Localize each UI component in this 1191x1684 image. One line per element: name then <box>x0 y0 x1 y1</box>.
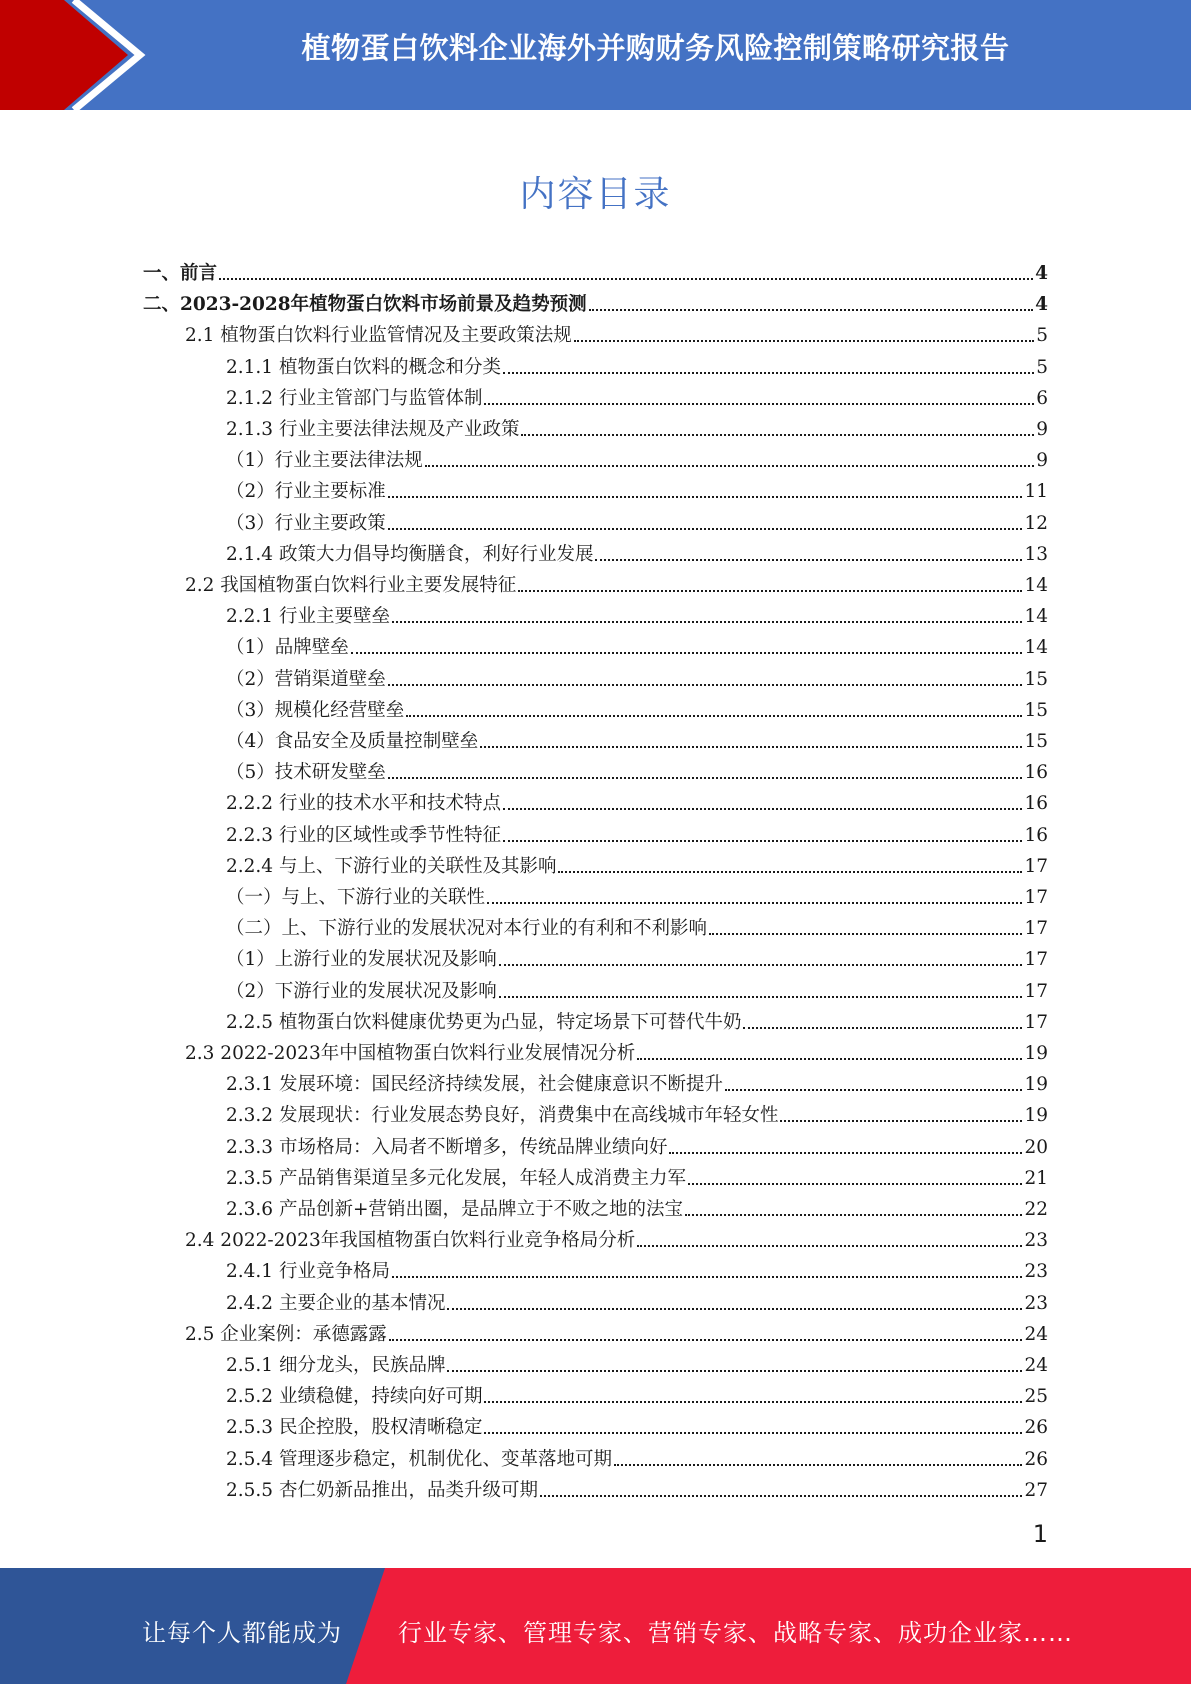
toc-entry-page: 17 <box>1024 918 1048 940</box>
toc-entry[interactable] <box>226 722 1048 753</box>
toc-entry-title: 2.3 2022-2023年中国植物蛋白饮料行业发展情况分析 <box>185 1043 636 1064</box>
toc-entry-title: 2.2.5 植物蛋白饮料健康优势更为凸显，特定场景下可替代牛奶 <box>226 1011 742 1033</box>
toc-dot-leader <box>637 1245 1022 1247</box>
toc-entry-page: 27 <box>1024 1479 1048 1501</box>
toc-entry-title: 2.5.4 管理逐步稳定，机制优化、变革落地可期 <box>226 1448 612 1470</box>
toc-entry[interactable] <box>226 1346 1048 1377</box>
toc-entry-page: 17 <box>1024 1011 1048 1033</box>
toc-entry-page: 6 <box>1036 387 1048 409</box>
toc-dot-leader <box>480 746 1022 748</box>
toc-entry-page: 17 <box>1024 855 1048 877</box>
toc-dot-leader <box>447 1308 1022 1310</box>
toc-entry-page: 20 <box>1024 1136 1048 1158</box>
toc-entry[interactable] <box>185 566 1048 597</box>
toc-dot-leader <box>518 590 1022 592</box>
toc-entry-title: 2.5 企业案例：承德露露 <box>185 1323 387 1345</box>
toc-entry[interactable] <box>226 847 1048 878</box>
toc-entry-title: 2.1.3 行业主要法律法规及产业政策 <box>226 419 520 440</box>
toc-dot-leader <box>499 964 1023 966</box>
toc-dot-leader <box>709 933 1022 935</box>
toc-dot-leader <box>688 1183 1022 1185</box>
toc-entry[interactable] <box>226 972 1048 1003</box>
toc-entry-title: 2.3.3 市场格局：入局者不断增多，传统品牌业绩向好 <box>226 1136 668 1158</box>
toc-entry-title: （1）品牌壁垒 <box>226 637 349 659</box>
report-title: 植物蛋白饮料企业海外并购财务风险控制策略研究报告 <box>301 31 1010 65</box>
toc-entry-page: 23 <box>1024 1261 1048 1283</box>
toc-entry[interactable] <box>226 753 1048 784</box>
toc-entry-page: 14 <box>1024 606 1048 628</box>
toc-entry-title: （4）食品安全及质量控制壁垒 <box>226 731 479 752</box>
toc-entry-page: 17 <box>1024 980 1048 1002</box>
toc-dot-leader <box>780 1120 1022 1122</box>
toc-entry-title: （一）与上、下游行业的关联性 <box>226 887 486 908</box>
toc-entry-page: 24 <box>1024 1323 1048 1345</box>
toc-entry-page: 26 <box>1024 1417 1048 1439</box>
toc-entry-page: 4 <box>1035 263 1048 284</box>
toc-entry[interactable] <box>226 628 1048 659</box>
toc-entry-title: （1）上游行业的发展状况及影响 <box>226 949 497 971</box>
toc-entry[interactable] <box>226 878 1048 909</box>
toc-entry[interactable] <box>226 1128 1048 1159</box>
toc-entry-page: 14 <box>1024 575 1048 596</box>
toc-entry-title: 2.3.6 产品创新+营销出圈，是品牌立于不败之地的法宝 <box>226 1199 683 1220</box>
toc-dot-leader <box>389 1339 1023 1341</box>
toc-entry-page: 23 <box>1024 1230 1048 1252</box>
toc-entry-title: 2.2.4 与上、下游行业的关联性及其影响 <box>226 855 557 877</box>
toc-dot-leader <box>558 871 1022 873</box>
toc-dot-leader <box>595 559 1022 561</box>
toc-entry[interactable] <box>226 1440 1048 1471</box>
toc-entry-title: 2.1 植物蛋白饮料行业监管情况及主要政策法规 <box>185 325 572 347</box>
toc-entry-page: 4 <box>1035 294 1048 316</box>
toc-dot-leader <box>392 1276 1022 1278</box>
toc-entry-title: （2）下游行业的发展状况及影响 <box>226 980 497 1002</box>
toc-entry[interactable] <box>226 1003 1048 1034</box>
toc-entry[interactable] <box>185 1221 1048 1252</box>
toc-entry-page: 14 <box>1024 637 1048 659</box>
toc-entry-title: 2.1.2 行业主管部门与监管体制 <box>226 387 483 409</box>
toc-entry[interactable] <box>226 597 1048 628</box>
toc-entry[interactable] <box>226 816 1048 847</box>
toc-entry[interactable] <box>226 535 1048 566</box>
toc-entry-title: （2）营销渠道壁垒 <box>226 668 386 690</box>
toc-entry-title: （3）行业主要政策 <box>226 512 386 534</box>
toc-entry-title: 一、前言 <box>143 263 218 284</box>
toc-entry-page: 23 <box>1024 1292 1048 1314</box>
toc-entry-page: 12 <box>1024 512 1048 534</box>
toc-entry-title: 2.5.2 业绩稳健，持续向好可期 <box>226 1386 483 1408</box>
toc-entry-page: 13 <box>1024 543 1048 565</box>
toc-entry-title: 2.1.1 植物蛋白饮料的概念和分类 <box>226 356 501 378</box>
toc-entry[interactable] <box>226 909 1048 940</box>
toc-heading: 内容目录 <box>519 174 672 215</box>
page-number: 1 <box>1032 1520 1048 1548</box>
toc-entry-title: 2.2.2 行业的技术水平和技术特点 <box>226 793 501 815</box>
toc-entry-title: （2）行业主要标准 <box>226 481 386 503</box>
toc-entry[interactable] <box>226 691 1048 722</box>
toc-dot-leader <box>425 465 1034 467</box>
toc-dot-leader <box>487 902 1022 904</box>
toc-dot-leader <box>503 372 1034 374</box>
toc-entry-page: 15 <box>1024 731 1048 752</box>
toc-dot-leader <box>540 1495 1022 1497</box>
toc-entry-title: （1）行业主要法律法规 <box>226 450 423 472</box>
toc-entry-page: 5 <box>1036 325 1048 347</box>
toc-entry-title: 2.2 我国植物蛋白饮料行业主要发展特征 <box>185 575 517 596</box>
footer-banner <box>0 1568 1191 1684</box>
toc-entry-page: 24 <box>1024 1355 1048 1376</box>
toc-entry[interactable] <box>226 1471 1048 1502</box>
toc-dot-leader <box>574 340 1034 342</box>
toc-entry-page: 9 <box>1036 450 1048 472</box>
toc-entry[interactable] <box>226 784 1048 815</box>
toc-entry-title: 2.2.1 行业主要壁垒 <box>226 606 390 628</box>
toc-entry-page: 16 <box>1024 793 1048 815</box>
toc-entry[interactable] <box>226 410 1048 441</box>
footer-slogan-left: 让每个人都能成为 <box>142 1619 342 1647</box>
toc-entry-page: 16 <box>1024 824 1048 846</box>
toc-dot-leader <box>637 1058 1022 1060</box>
toc-dot-leader <box>388 496 1023 498</box>
toc-entry-page: 21 <box>1024 1167 1048 1189</box>
toc-dot-leader <box>484 403 1034 405</box>
toc-dot-leader <box>499 996 1023 998</box>
toc-entry[interactable] <box>185 316 1048 347</box>
toc-entry[interactable] <box>226 1284 1048 1315</box>
toc-entry-title: 2.2.3 行业的区域性或季节性特征 <box>226 824 501 846</box>
toc-entry-page: 5 <box>1036 356 1048 378</box>
toc-entry[interactable] <box>226 348 1048 379</box>
toc-entry[interactable] <box>226 1065 1048 1096</box>
toc-dot-leader <box>614 1464 1022 1466</box>
toc-entry-page: 26 <box>1024 1448 1048 1470</box>
toc-entry[interactable] <box>143 285 1048 316</box>
toc-entry[interactable] <box>226 660 1048 691</box>
toc-entry[interactable] <box>226 940 1048 971</box>
toc-entry-page: 25 <box>1024 1386 1048 1408</box>
toc-entry[interactable] <box>226 1190 1048 1221</box>
toc-entry-page: 15 <box>1024 668 1048 690</box>
toc-entry-page: 17 <box>1024 949 1048 971</box>
toc-dot-leader <box>521 434 1034 436</box>
toc-entry-page: 19 <box>1024 1043 1048 1064</box>
footer-slogan-right: 行业专家、管理专家、营销专家、战略专家、成功企业家…… <box>398 1619 1073 1647</box>
toc-entry[interactable] <box>185 1034 1048 1065</box>
toc-entry-title: 2.4 2022-2023年我国植物蛋白饮料行业竞争格局分析 <box>185 1230 636 1252</box>
toc-entry-page: 22 <box>1024 1199 1048 1220</box>
toc-entry[interactable] <box>226 441 1048 472</box>
toc-dot-leader <box>725 1089 1022 1091</box>
toc-entry[interactable] <box>226 472 1048 503</box>
toc-entry-page: 16 <box>1024 762 1048 784</box>
toc-entry-title: 2.5.1 细分龙头，民族品牌 <box>226 1355 446 1376</box>
toc-dot-leader <box>743 1027 1022 1029</box>
toc-dot-leader <box>447 1370 1022 1372</box>
toc-entry[interactable] <box>226 1096 1048 1127</box>
toc-entry-title: （5）技术研发壁垒 <box>226 762 386 784</box>
toc-entry-title: 2.4.2 主要企业的基本情况 <box>226 1292 446 1314</box>
toc-entry-title: 二、2023-2028年植物蛋白饮料市场前景及趋势预测 <box>143 294 587 316</box>
toc-entry-title: 2.3.1 发展环境：国民经济持续发展，社会健康意识不断提升 <box>226 1074 723 1096</box>
toc-entry-title: 2.3.5 产品销售渠道呈多元化发展，年轻人成消费主力军 <box>226 1167 686 1189</box>
toc-entry[interactable] <box>226 1252 1048 1283</box>
toc-entry-title: 2.4.1 行业竞争格局 <box>226 1261 390 1283</box>
toc-entry-page: 17 <box>1024 887 1048 908</box>
toc-dot-leader <box>219 278 1033 280</box>
toc-dot-leader <box>388 777 1023 779</box>
toc-entry[interactable] <box>185 1315 1048 1346</box>
toc-entry-title: （二）上、下游行业的发展状况对本行业的有利和不利影响 <box>226 918 708 940</box>
toc-dot-leader <box>406 715 1022 717</box>
toc-entry-title: 2.5.3 民企控股，股权清晰稳定 <box>226 1417 483 1439</box>
toc-entry[interactable] <box>226 1159 1048 1190</box>
report-header-banner <box>0 0 1191 110</box>
toc-entry-page: 19 <box>1024 1105 1048 1127</box>
toc-dot-leader <box>484 1432 1022 1434</box>
toc-dot-leader <box>589 309 1033 311</box>
toc-entry[interactable] <box>226 1408 1048 1439</box>
toc-dot-leader <box>503 840 1022 842</box>
toc-dot-leader <box>503 808 1022 810</box>
toc-entry[interactable] <box>226 1377 1048 1408</box>
toc-entry-title: 2.5.5 杏仁奶新品推出，品类升级可期 <box>226 1479 538 1501</box>
toc-entry-page: 11 <box>1024 481 1048 503</box>
toc-entry-page: 19 <box>1024 1074 1048 1096</box>
toc-dot-leader <box>388 684 1023 686</box>
toc-dot-leader <box>392 621 1022 623</box>
toc-entry[interactable] <box>226 379 1048 410</box>
toc-entry-page: 9 <box>1036 419 1048 440</box>
toc-dot-leader <box>351 652 1023 654</box>
toc-entry[interactable] <box>226 504 1048 535</box>
toc-entry-page: 15 <box>1024 699 1048 721</box>
toc-dot-leader <box>685 1214 1022 1216</box>
toc-entry-title: 2.1.4 政策大力倡导均衡膳食，利好行业发展 <box>226 543 594 565</box>
toc-entry-title: （3）规模化经营壁垒 <box>226 699 405 721</box>
toc-entry[interactable] <box>143 254 1048 285</box>
toc-dot-leader <box>669 1152 1022 1154</box>
toc-dot-leader <box>388 528 1023 530</box>
toc-dot-leader <box>484 1401 1022 1403</box>
toc-entry-title: 2.3.2 发展现状：行业发展态势良好，消费集中在高线城市年轻女性 <box>226 1105 779 1127</box>
